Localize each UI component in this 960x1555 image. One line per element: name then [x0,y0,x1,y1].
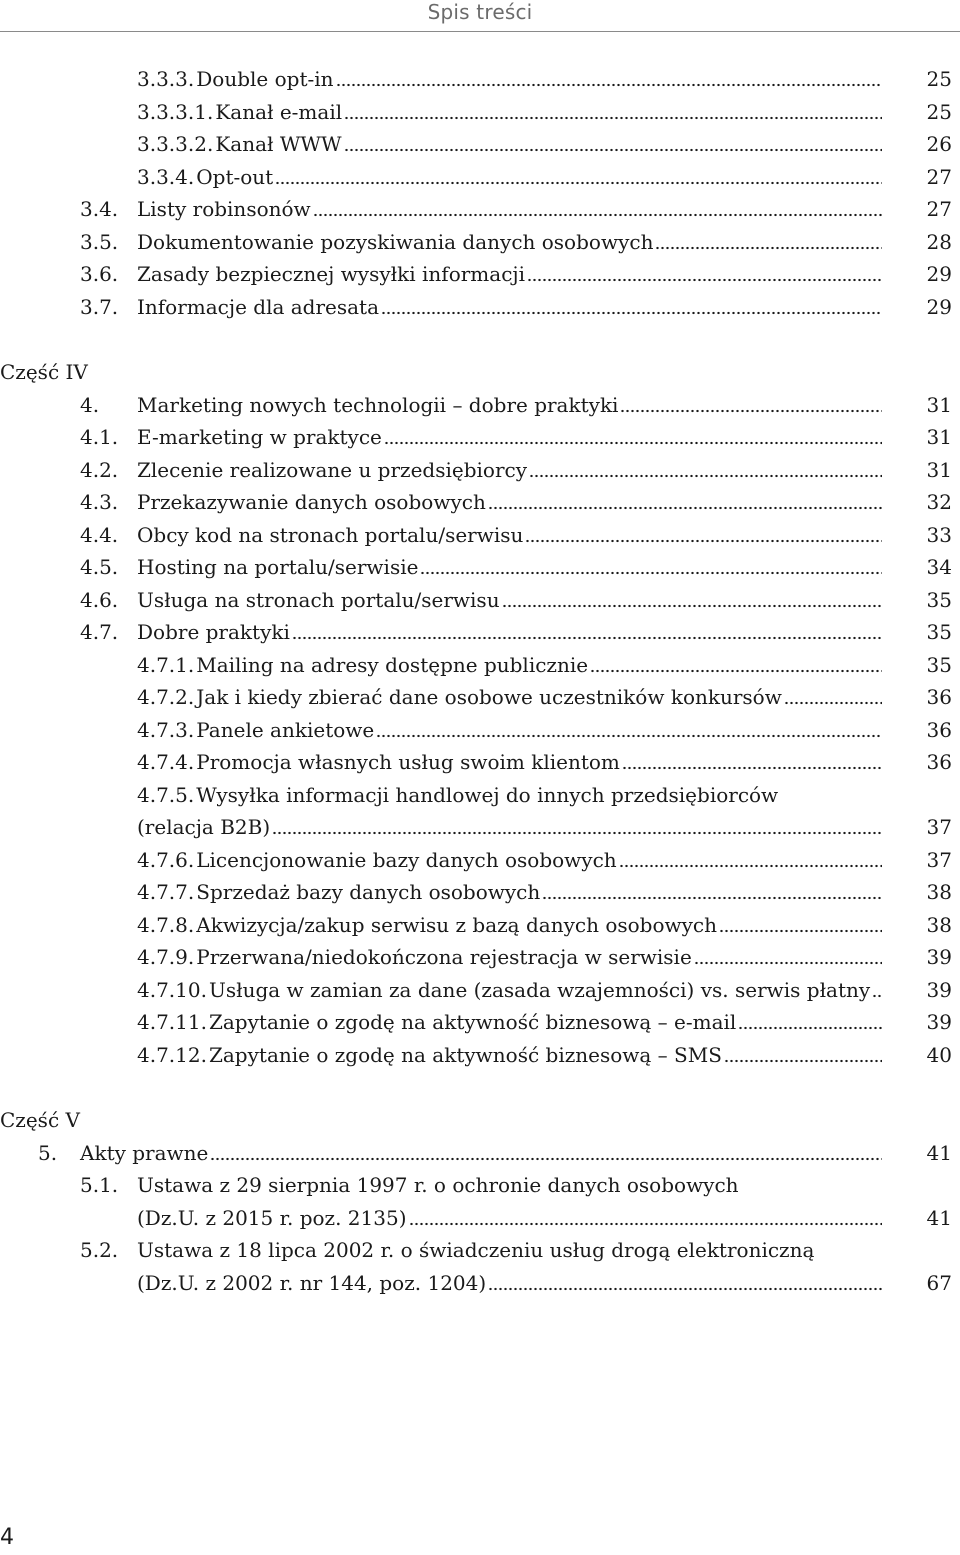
toc-entry-page: 40 [926,1043,952,1067]
toc-entry[interactable] [0,128,960,160]
dot-leader [381,291,882,323]
toc-entry[interactable] [0,1169,960,1201]
dot-leader [272,811,882,843]
dot-leader [420,551,882,583]
toc-entry[interactable] [0,876,960,908]
dot-leader [488,486,882,518]
toc-entry[interactable] [0,1234,960,1266]
toc-part-heading: Część IV [0,360,88,384]
toc-entry-title: Zapytanie o zgodę na aktywność biznesową – SMS [208,1043,722,1067]
toc-entry[interactable] [0,844,960,876]
dot-leader [336,63,882,95]
toc-entry-number: 4.7. [80,620,119,644]
toc-entry[interactable] [0,96,960,128]
toc-entry-title: Dokumentowanie pozyskiwania danych osobowych [137,230,654,254]
toc-entry-number: 3.3.3.1. [137,100,214,124]
toc-entry-title: (Dz.U. z 2002 r. nr 144, poz. 1204) [137,1271,487,1295]
toc-entry-title: Zlecenie realizowane u przedsiębiorcy [137,458,528,482]
toc-entry[interactable] [0,584,960,616]
toc-entry-page: 41 [926,1141,952,1165]
toc-entry[interactable] [0,258,960,290]
toc-part-heading: Część V [0,1108,80,1132]
toc-entry[interactable] [0,226,960,258]
toc-entry-number: 3.3.4. [137,165,195,189]
toc-entry-page: 41 [926,1206,952,1230]
toc-entry-title: (relacja B2B) [137,815,271,839]
dot-leader [488,1267,882,1299]
toc-entry-title: Akty prawne [80,1141,209,1165]
toc-entry[interactable] [0,941,960,973]
toc-entry[interactable] [0,421,960,453]
toc-entry[interactable] [0,1202,960,1234]
dot-leader [619,844,882,876]
toc-entry-number: 4.7.1. [137,653,195,677]
dot-leader [590,649,882,681]
dot-leader [655,226,882,258]
toc-entry-title: Double opt-in [196,67,334,91]
dot-leader [784,681,882,713]
toc-entry-page: 26 [926,132,952,156]
dot-leader [384,421,882,453]
toc-entry-title: Promocja własnych usług swoim klientom [196,750,620,774]
dot-leader [344,128,882,160]
toc-entry-page: 29 [926,295,952,319]
toc-entry-title: Panele ankietowe [196,718,375,742]
toc-entry-number: 4.7.3. [137,718,195,742]
toc-entry-page: 34 [926,555,952,579]
toc-entry-page: 39 [926,945,952,969]
toc-entry-title: Wysyłka informacji handlowej do innych przedsiębiorców [196,783,779,807]
toc-entry-title: Kanał e-mail [215,100,343,124]
toc-entry-page: 36 [926,718,952,742]
toc-entry-page: 37 [926,848,952,872]
toc-entry-page: 37 [926,815,952,839]
toc-entry-number: 3.6. [80,262,119,286]
toc-entry-title: E-marketing w praktyce [137,425,382,449]
toc-entry[interactable] [0,1039,960,1071]
toc-entry-number: 4.3. [80,490,119,514]
dot-leader [210,1137,882,1169]
toc-entry[interactable] [0,291,960,323]
toc-entry[interactable] [0,616,960,648]
toc-entry[interactable] [0,681,960,713]
toc-entry-title: Listy robinsonów [137,197,311,221]
toc-entry-page: 32 [926,490,952,514]
toc-entry-number: 3.4. [80,197,119,221]
toc-entry-page: 25 [926,100,952,124]
toc-entry-title: Informacje dla adresata [137,295,380,319]
toc-entry[interactable] [0,63,960,95]
toc-entry-title: Mailing na adresy dostępne publicznie [196,653,589,677]
toc-entry-number: 5.1. [80,1173,119,1197]
toc-entry-number: 5. [38,1141,58,1165]
toc-entry-title: Usługa na stronach portalu/serwisu [137,588,500,612]
toc-entry-title: Dobre praktyki [137,620,290,644]
page-number: 4 [0,1525,14,1550]
toc-entry-number: 3.3.3.2. [137,132,214,156]
toc-entry[interactable] [0,389,960,421]
dot-leader [376,714,882,746]
toc-entry-number: 4.7.11. [137,1010,207,1034]
toc-entry-title: Jak i kiedy zbierać dane osobowe uczestników konkursów [196,685,782,709]
toc-entry-title: Ustawa z 18 lipca 2002 r. o świadczeniu usług drogą elektroniczną [137,1238,815,1262]
toc-entry-title: Przekazywanie danych osobowych [137,490,486,514]
toc-entry-number: 4. [80,393,100,417]
toc-entry-number: 4.7.8. [137,913,195,937]
toc-entry-title: Marketing nowych technologii – dobre praktyki [137,393,619,417]
toc-entry[interactable] [0,1267,960,1299]
dot-leader [344,96,882,128]
toc-entry[interactable] [0,811,960,843]
toc-entry-page: 28 [926,230,952,254]
toc-entry-number: 4.5. [80,555,119,579]
toc-entry-number: 4.2. [80,458,119,482]
toc-entry-number: 4.6. [80,588,119,612]
toc-entry[interactable] [0,551,960,583]
dot-leader [525,519,882,551]
dot-leader [529,454,882,486]
toc-entry[interactable] [0,454,960,486]
header-title: Spis treści [427,0,533,24]
toc-entry-title: Obcy kod na stronach portalu/serwisu [137,523,524,547]
dot-leader [527,258,882,290]
toc-entry[interactable] [0,649,960,681]
dot-leader [313,193,882,225]
toc-entry-number: 3.3.3. [137,67,195,91]
toc-entry-page: 29 [926,262,952,286]
toc-entry-title: Kanał WWW [215,132,342,156]
toc-entry-number: 4.7.10. [137,978,207,1002]
dot-leader [292,616,882,648]
toc-entry[interactable] [0,974,960,1006]
dot-leader [622,746,882,778]
toc-entry-title: Opt-out [196,165,274,189]
toc-entry-number: 3.5. [80,230,119,254]
dot-leader [620,389,882,421]
toc-entry-page: 35 [926,588,952,612]
toc-entry-page: 31 [926,425,952,449]
toc-entry[interactable] [0,519,960,551]
dot-leader [542,876,882,908]
toc-entry-number: 4.1. [80,425,119,449]
toc-entry-page: 33 [926,523,952,547]
toc-entry-page: 25 [926,67,952,91]
dot-leader [738,1006,882,1038]
toc-entry-number: 3.7. [80,295,119,319]
toc-entry-page: 27 [926,165,952,189]
dot-leader [694,941,882,973]
toc-entry-page: 27 [926,197,952,221]
toc-entry-number: 4.7.6. [137,848,195,872]
toc-entry-number: 4.7.12. [137,1043,207,1067]
toc-entry-number: 4.7.7. [137,880,195,904]
toc-entry-title: Ustawa z 29 sierpnia 1997 r. o ochronie danych osobowych [137,1173,739,1197]
toc-entry[interactable] [0,161,960,193]
toc-entry-title: Zasady bezpiecznej wysyłki informacji [137,262,525,286]
toc-entry-page: 38 [926,913,952,937]
toc-entry[interactable] [0,714,960,746]
toc-entry-number: 4.7.4. [137,750,195,774]
toc-entry-page: 38 [926,880,952,904]
toc-entry-number: 5.2. [80,1238,119,1262]
toc-entry-number: 4.7.5. [137,783,195,807]
toc-entry-page: 31 [926,458,952,482]
toc-entry-page: 36 [926,750,952,774]
toc-entry-page: 35 [926,620,952,644]
toc-entry[interactable] [0,486,960,518]
toc-entry-title: Usługa w zamian za dane (zasada wzajemności) vs. serwis płatny [208,978,871,1002]
dot-leader [872,974,882,1006]
toc-entry-title: Sprzedaż bazy danych osobowych [196,880,541,904]
toc-entry[interactable] [0,746,960,778]
toc-entry-page: 31 [926,393,952,417]
toc-entry-title: Hosting na portalu/serwisie [137,555,419,579]
toc-entry[interactable] [0,779,960,811]
toc-entry-title: Licencjonowanie bazy danych osobowych [196,848,617,872]
toc-entry[interactable] [0,1137,960,1169]
toc-entry-title: (Dz.U. z 2015 r. poz. 2135) [137,1206,407,1230]
toc-entry[interactable] [0,193,960,225]
dot-leader [724,1039,882,1071]
toc-entry-page: 35 [926,653,952,677]
toc-entry-title: Zapytanie o zgodę na aktywność biznesową – e-mail [208,1010,737,1034]
toc-entry[interactable] [0,909,960,941]
dot-leader [502,584,882,616]
dot-leader [409,1202,883,1234]
dot-leader [719,909,882,941]
toc-entry[interactable] [0,1006,960,1038]
toc-entry-title: Akwizycja/zakup serwisu z bazą danych osobowych [196,913,718,937]
toc-entry-number: 4.7.2. [137,685,195,709]
toc-entry-number: 4.7.9. [137,945,195,969]
toc-entry-page: 39 [926,978,952,1002]
toc-entry-title: Przerwana/niedokończona rejestracja w serwisie [196,945,692,969]
toc-entry-page: 39 [926,1010,952,1034]
toc-entry-page: 67 [926,1271,952,1295]
toc-entry-page: 36 [926,685,952,709]
dot-leader [275,161,882,193]
toc-entry-number: 4.4. [80,523,119,547]
